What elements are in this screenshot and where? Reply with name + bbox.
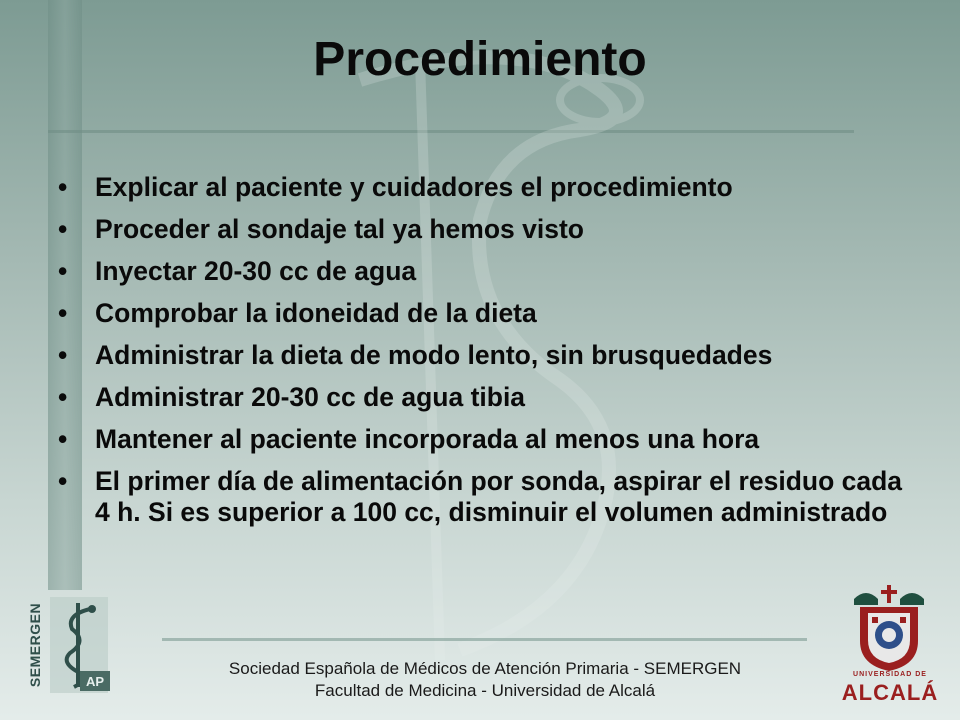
university-label-big: ALCALÁ — [841, 680, 939, 705]
list-item-text: Comprobar la idoneidad de la dieta — [95, 298, 537, 328]
list-item-text: Administrar 20-30 cc de agua tibia — [95, 382, 526, 412]
list-item — [58, 298, 908, 329]
semergen-logo-text: SEMERGEN — [27, 602, 43, 688]
list-item — [58, 424, 908, 455]
footer — [160, 658, 810, 702]
university-label-small: UNIVERSIDAD DE — [853, 671, 927, 678]
list-item-text: Explicar al paciente y cuidadores el procedimiento — [95, 172, 733, 202]
list-item — [58, 382, 908, 413]
list-item-text: Proceder al sondaje tal ya hemos visto — [95, 214, 584, 244]
bullet-marker: • — [58, 340, 68, 370]
ap-badge: AP — [80, 671, 110, 691]
bullet-marker: • — [58, 214, 68, 244]
list-item — [58, 214, 908, 245]
bullet-marker: • — [58, 256, 68, 286]
bullet-marker: • — [58, 466, 68, 496]
list-item — [58, 466, 908, 528]
list-item-text: Mantener al paciente incorporada al menos una hora — [95, 424, 760, 454]
list-item-text: Inyectar 20-30 cc de agua — [95, 256, 417, 286]
footer-line-faculty: Facultad de Medicina - Universidad de Alcalá — [314, 681, 656, 700]
list-item-text: El primer día de alimentación por sonda, aspirar el residuo cada 4 h. Si es superior a 100 cc, disminuir el volumen administrado — [95, 466, 903, 527]
list-item-text: Administrar la dieta de modo lento, sin brusquedades — [95, 340, 773, 370]
list-item — [58, 256, 908, 287]
bullet-marker: • — [58, 382, 68, 412]
slide-title: Procedimiento — [313, 33, 647, 86]
bullet-marker: • — [58, 172, 68, 202]
bullet-marker: • — [58, 298, 68, 328]
footer-divider — [162, 638, 807, 641]
university-crest-icon — [848, 585, 930, 673]
list-item — [58, 172, 908, 203]
list-item — [58, 340, 908, 371]
footer-line-society: Sociedad Española de Médicos de Atención Primaria - SEMERGEN — [228, 659, 742, 678]
bullet-list — [58, 172, 908, 539]
semergen-wordmark — [22, 603, 48, 687]
bullet-marker: • — [58, 424, 68, 454]
